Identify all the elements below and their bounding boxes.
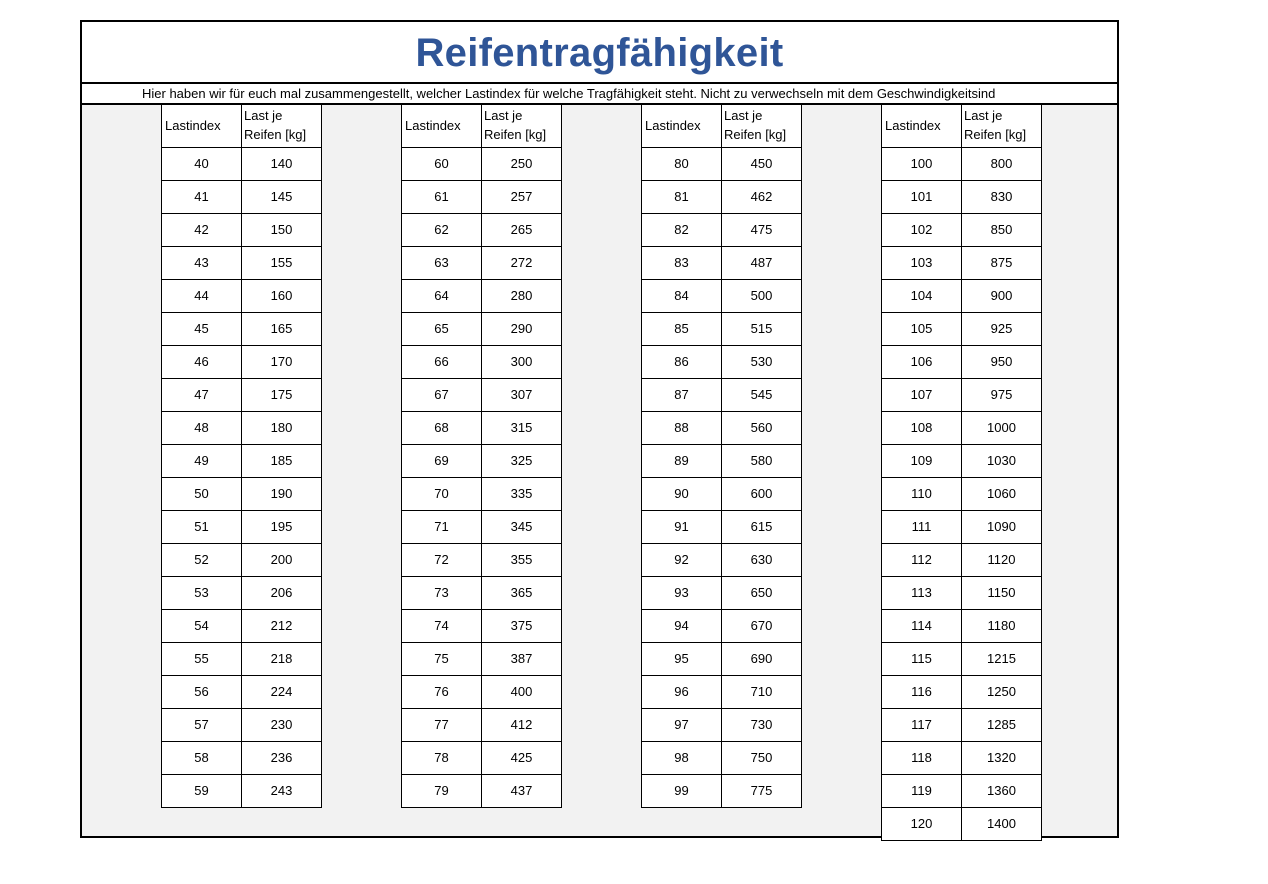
lastindex-cell: 100 [881,148,961,180]
lastindex-cell: 99 [641,775,721,807]
load-kg-cell: 437 [481,775,562,807]
table-row [881,478,1042,511]
table-row [401,445,562,478]
load-kg-cell: 355 [481,544,562,576]
load-kg-cell: 975 [961,379,1042,411]
lastindex-cell: 98 [641,742,721,774]
table-row [881,148,1042,181]
table-row [401,478,562,511]
load-kg-cell: 1000 [961,412,1042,444]
header-load-line1: Last je [484,108,523,123]
lastindex-cell: 57 [161,709,241,741]
load-kg-cell: 1400 [961,808,1042,840]
table-row [881,577,1042,610]
table-row [161,610,322,643]
lastindex-cell: 75 [401,643,481,675]
table-row [641,676,802,709]
header-load [962,105,1042,147]
load-kg-cell: 243 [241,775,322,807]
page-title: Reifentragfähigkeit [415,31,784,75]
lastindex-cell: 52 [161,544,241,576]
load-kg-cell: 190 [241,478,322,510]
lastindex-cell: 64 [401,280,481,312]
header-load-line2: Reifen [kg] [964,127,1027,142]
lastindex-cell: 45 [161,313,241,345]
lastindex-cell: 101 [881,181,961,213]
table-row [641,775,802,808]
title-row [82,22,1117,84]
lastindex-cell: 67 [401,379,481,411]
table-row [881,214,1042,247]
lastindex-cell: 90 [641,478,721,510]
header-load-line2: Reifen [kg] [244,127,307,142]
load-kg-cell: 425 [481,742,562,774]
table-row [401,742,562,775]
lastindex-cell: 72 [401,544,481,576]
lastindex-cell: 109 [881,445,961,477]
load-kg-cell: 150 [241,214,322,246]
load-kg-cell: 170 [241,346,322,378]
load-kg-cell: 950 [961,346,1042,378]
lastindex-cell: 54 [161,610,241,642]
lastindex-cell: 107 [881,379,961,411]
lastindex-cell: 86 [641,346,721,378]
lastindex-cell: 111 [881,511,961,543]
load-kg-cell: 830 [961,181,1042,213]
lastindex-cell: 94 [641,610,721,642]
table-row [881,346,1042,379]
load-kg-cell: 145 [241,181,322,213]
load-kg-cell: 140 [241,148,322,180]
table-row [641,511,802,544]
load-kg-cell: 155 [241,247,322,279]
table-row [881,808,1042,841]
load-kg-cell: 1060 [961,478,1042,510]
load-kg-cell: 462 [721,181,802,213]
header-lastindex: Lastindex [402,105,482,147]
table-row [641,478,802,511]
lastindex-cell: 104 [881,280,961,312]
header-load-line1: Last je [244,108,283,123]
table-row [881,280,1042,313]
lastindex-cell: 114 [881,610,961,642]
header-load-line1: Last je [964,108,1003,123]
table-row [161,775,322,808]
load-kg-cell: 450 [721,148,802,180]
lastindex-cell: 82 [641,214,721,246]
lastindex-cell: 108 [881,412,961,444]
load-kg-cell: 1285 [961,709,1042,741]
lastindex-cell: 89 [641,445,721,477]
lastindex-cell: 51 [161,511,241,543]
lastindex-cell: 102 [881,214,961,246]
table-row [641,577,802,610]
load-kg-cell: 387 [481,643,562,675]
table-row [881,709,1042,742]
load-kg-cell: 750 [721,742,802,774]
lastindex-cell: 113 [881,577,961,609]
load-kg-cell: 1090 [961,511,1042,543]
table-row [161,247,322,280]
header-load [242,105,322,147]
table-row [881,511,1042,544]
lastindex-cell: 85 [641,313,721,345]
lastindex-cell: 53 [161,577,241,609]
load-kg-cell: 236 [241,742,322,774]
load-kg-cell: 1180 [961,610,1042,642]
table-row [161,544,322,577]
load-kg-cell: 775 [721,775,802,807]
header-lastindex: Lastindex [882,105,962,147]
load-kg-cell: 650 [721,577,802,609]
lastindex-cell: 112 [881,544,961,576]
lastindex-cell: 73 [401,577,481,609]
table-row [641,610,802,643]
table-row [401,379,562,412]
load-kg-cell: 165 [241,313,322,345]
table-row [161,148,322,181]
table-row [881,379,1042,412]
table-body [161,147,322,808]
load-kg-cell: 315 [481,412,562,444]
lastindex-cell: 96 [641,676,721,708]
lastindex-cell: 118 [881,742,961,774]
load-kg-cell: 545 [721,379,802,411]
lastindex-cell: 103 [881,247,961,279]
lastindex-cell: 117 [881,709,961,741]
lastindex-cell: 92 [641,544,721,576]
lastindex-cell: 91 [641,511,721,543]
load-kg-cell: 272 [481,247,562,279]
table-row [401,214,562,247]
load-kg-cell: 307 [481,379,562,411]
table-row [401,148,562,181]
load-kg-cell: 560 [721,412,802,444]
lastindex-cell: 84 [641,280,721,312]
lastindex-cell: 41 [161,181,241,213]
lastindex-cell: 105 [881,313,961,345]
lastindex-cell: 50 [161,478,241,510]
load-kg-cell: 365 [481,577,562,609]
intro-text: Hier haben wir für euch mal zusammengestellt, welcher Lastindex für welche Tragfähigkeit steht. Nicht zu verwechseln mit dem Geschwindigkeitsind [142,86,996,101]
table-body [401,147,562,808]
table-row [161,511,322,544]
load-kg-cell: 160 [241,280,322,312]
table-row [641,742,802,775]
load-kg-cell: 206 [241,577,322,609]
table-row [641,346,802,379]
table-row [161,379,322,412]
spreadsheet-area [80,20,1119,838]
load-kg-cell: 500 [721,280,802,312]
lastindex-cell: 116 [881,676,961,708]
lastindex-cell: 74 [401,610,481,642]
load-table-2 [401,105,562,808]
load-kg-cell: 185 [241,445,322,477]
load-kg-cell: 290 [481,313,562,345]
load-kg-cell: 195 [241,511,322,543]
load-kg-cell: 730 [721,709,802,741]
load-kg-cell: 200 [241,544,322,576]
table-row [401,280,562,313]
lastindex-cell: 110 [881,478,961,510]
table-row [881,643,1042,676]
lastindex-cell: 70 [401,478,481,510]
lastindex-cell: 69 [401,445,481,477]
table-row [401,775,562,808]
table-body [881,147,1042,841]
lastindex-cell: 59 [161,775,241,807]
lastindex-cell: 58 [161,742,241,774]
lastindex-cell: 77 [401,709,481,741]
lastindex-cell: 60 [401,148,481,180]
lastindex-cell: 43 [161,247,241,279]
table-row [881,742,1042,775]
load-kg-cell: 218 [241,643,322,675]
table-row [641,544,802,577]
load-kg-cell: 325 [481,445,562,477]
table-row [881,775,1042,808]
lastindex-cell: 56 [161,676,241,708]
table-row [641,412,802,445]
table-row [161,709,322,742]
lastindex-cell: 115 [881,643,961,675]
load-kg-cell: 1320 [961,742,1042,774]
load-kg-cell: 300 [481,346,562,378]
table-row [641,214,802,247]
load-kg-cell: 1120 [961,544,1042,576]
load-kg-cell: 875 [961,247,1042,279]
table-row [881,610,1042,643]
load-kg-cell: 800 [961,148,1042,180]
lastindex-cell: 97 [641,709,721,741]
lastindex-cell: 79 [401,775,481,807]
table-row [161,181,322,214]
load-kg-cell: 212 [241,610,322,642]
load-kg-cell: 375 [481,610,562,642]
load-kg-cell: 515 [721,313,802,345]
table-row [401,643,562,676]
lastindex-cell: 42 [161,214,241,246]
table-row [401,544,562,577]
load-kg-cell: 670 [721,610,802,642]
header-load-line2: Reifen [kg] [724,127,787,142]
table-row [641,379,802,412]
load-kg-cell: 487 [721,247,802,279]
load-kg-cell: 412 [481,709,562,741]
table-row [401,247,562,280]
load-kg-cell: 1360 [961,775,1042,807]
table-row [881,412,1042,445]
load-kg-cell: 335 [481,478,562,510]
intro-row [82,84,1117,105]
table-row [641,247,802,280]
lastindex-cell: 119 [881,775,961,807]
table-row [641,445,802,478]
table-row [881,544,1042,577]
table-row [161,412,322,445]
lastindex-cell: 44 [161,280,241,312]
lastindex-cell: 55 [161,643,241,675]
table-row [881,676,1042,709]
table-row [401,709,562,742]
load-kg-cell: 925 [961,313,1042,345]
table-header [401,105,562,147]
load-kg-cell: 1250 [961,676,1042,708]
load-kg-cell: 1030 [961,445,1042,477]
table-row [401,346,562,379]
load-kg-cell: 690 [721,643,802,675]
lastindex-cell: 40 [161,148,241,180]
table-header [161,105,322,147]
table-row [641,643,802,676]
table-row [641,181,802,214]
load-kg-cell: 257 [481,181,562,213]
table-row [401,412,562,445]
table-row [641,313,802,346]
lastindex-cell: 83 [641,247,721,279]
header-load-line2: Reifen [kg] [484,127,547,142]
lastindex-cell: 61 [401,181,481,213]
load-kg-cell: 250 [481,148,562,180]
load-table-3 [641,105,802,808]
table-row [641,148,802,181]
table-row [161,214,322,247]
table-row [401,610,562,643]
load-kg-cell: 900 [961,280,1042,312]
table-header [881,105,1042,147]
table-row [161,676,322,709]
table-row [641,709,802,742]
lastindex-cell: 120 [881,808,961,840]
load-table-4 [881,105,1042,841]
lastindex-cell: 106 [881,346,961,378]
table-row [881,181,1042,214]
header-load-line1: Last je [724,108,763,123]
table-row [641,280,802,313]
table-row [161,346,322,379]
table-header [641,105,802,147]
table-body [641,147,802,808]
lastindex-cell: 87 [641,379,721,411]
table-row [161,313,322,346]
table-row [161,577,322,610]
lastindex-cell: 49 [161,445,241,477]
table-row [161,478,322,511]
table-row [401,511,562,544]
load-kg-cell: 850 [961,214,1042,246]
lastindex-cell: 65 [401,313,481,345]
table-row [401,676,562,709]
lastindex-cell: 78 [401,742,481,774]
load-kg-cell: 224 [241,676,322,708]
lastindex-cell: 80 [641,148,721,180]
load-kg-cell: 400 [481,676,562,708]
table-row [161,643,322,676]
load-kg-cell: 280 [481,280,562,312]
lastindex-cell: 68 [401,412,481,444]
header-load [722,105,802,147]
load-kg-cell: 475 [721,214,802,246]
load-kg-cell: 530 [721,346,802,378]
load-kg-cell: 580 [721,445,802,477]
lastindex-cell: 47 [161,379,241,411]
lastindex-cell: 95 [641,643,721,675]
lastindex-cell: 66 [401,346,481,378]
load-kg-cell: 175 [241,379,322,411]
load-kg-cell: 600 [721,478,802,510]
load-kg-cell: 230 [241,709,322,741]
table-row [881,313,1042,346]
table-row [881,247,1042,280]
lastindex-cell: 46 [161,346,241,378]
lastindex-cell: 76 [401,676,481,708]
table-row [161,445,322,478]
header-lastindex: Lastindex [162,105,242,147]
lastindex-cell: 88 [641,412,721,444]
load-kg-cell: 710 [721,676,802,708]
load-kg-cell: 180 [241,412,322,444]
table-row [881,445,1042,478]
table-row [161,742,322,775]
lastindex-cell: 62 [401,214,481,246]
load-kg-cell: 265 [481,214,562,246]
table-row [401,181,562,214]
lastindex-cell: 81 [641,181,721,213]
table-row [401,313,562,346]
load-kg-cell: 630 [721,544,802,576]
load-kg-cell: 615 [721,511,802,543]
lastindex-cell: 93 [641,577,721,609]
table-row [161,280,322,313]
header-load [482,105,562,147]
load-kg-cell: 1150 [961,577,1042,609]
load-kg-cell: 345 [481,511,562,543]
lastindex-cell: 71 [401,511,481,543]
lastindex-cell: 48 [161,412,241,444]
load-table-1 [161,105,322,808]
header-lastindex: Lastindex [642,105,722,147]
lastindex-cell: 63 [401,247,481,279]
table-row [401,577,562,610]
load-kg-cell: 1215 [961,643,1042,675]
